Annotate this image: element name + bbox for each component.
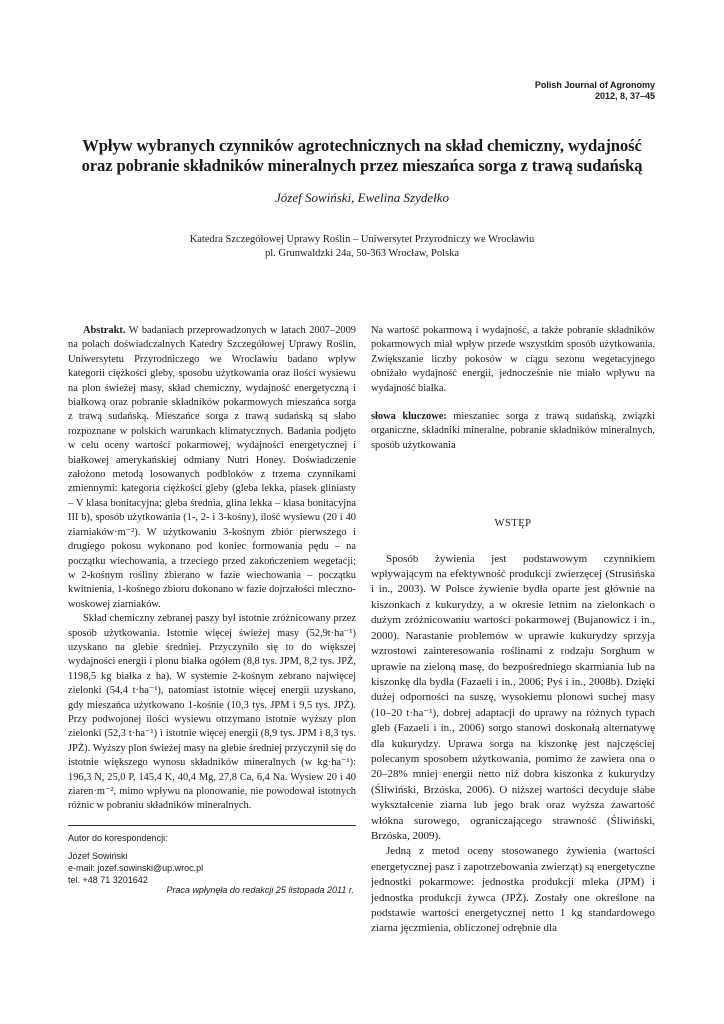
paper-title — [58, 136, 666, 176]
abstract-paragraph-3: Na wartość pokarmową i wydajność, a także pobranie składników pokarmowych miał wpływ przede wszystkim sposób użytkowania. Zwiększanie liczby pokosów w ciągu sezonu wegetacyjnego obniżało wydajność energii, jednocześnie nie miało wpływu na wydajność białka. — [371, 325, 655, 394]
left-column — [68, 324, 356, 814]
abstract-paragraph-2: Skład chemiczny zebranej paszy był istotnie zróżnicowany przez sposób użytkowania. Istotnie więcej świeżej masy (52,9t·ha⁻¹) uzyskano na glebie średniej. Przyczyniło się to do większej wydajności energii i plonu białka ogółem (8,8 tys. JPM, 8,2 tys. JPŻ, 1198,5 kg białka z ha). W systemie 2-kośnym zebrano najwięcej zielonki (54,4 t·ha⁻¹), natomiast istotnie więcej energii uzyskano, gdy mieszańca użytkowano 1-kośnie (10,3 tys. JPM i 9,5 tys. JPŻ). Przy podwojonej ilości wysiewu otrzymano istotnie wyższy plon zielonki (52,3 t·ha⁻¹) i istotnie więcej energii (8,9 tys. JPM i 8,3 tys. JPŻ). Wyższy plon świeżej masy na glebie średniej przyczynił się do istotnie większego wynosu składników mineralnych (w kg·ha⁻¹): 196,3 N, 25,0 P, 145,4 K, 40,4 Mg, 27,8 Ca, 6,4 Na. Wysiew 20 i 40 ziaren·m⁻², mimo wpływu na plonowanie, nie powodował istotnych różnic w pobraniu składników mineralnych. — [68, 613, 356, 812]
journal-citation: 2012, 8, 37–45 — [594, 91, 655, 101]
keywords — [371, 410, 655, 453]
correspondence-label: Autor do korespondencji: — [68, 833, 168, 843]
correspondence-email: e-mail: jozef.sowinski@up.wroc.pl — [68, 863, 204, 873]
affiliation-line-1: Katedra Szczegółowej Uprawy Roślin – Uniwersytet Przyrodniczy we Wrocławiu — [189, 234, 535, 245]
received-date: Praca wpłynęła do redakcji 25 listopada 2011 r. — [166, 885, 354, 895]
title-line-2: oraz pobranie składników mineralnych przez mieszańca sorga z trawą sudańską — [81, 156, 643, 175]
journal-name: Polish Journal of Agronomy — [534, 80, 655, 90]
correspondence-name: Józef Sowiński — [68, 851, 128, 861]
correspondence-block — [68, 832, 203, 886]
affiliation — [58, 233, 666, 261]
section-heading: WSTĘP — [494, 518, 532, 530]
abstract-label: Abstrakt. — [83, 325, 126, 336]
intro-paragraph-1: Sposób żywienia jest podstawowym czynnikiem wpływającym na efektywność produkcji zwierzęcej (Strusińska i in., 2003). W Polsce żywienie bydła oparte jest głównie na kiszonkach z kukurydzy, a w okresie letnim na zielonkach o dużym zróżnicowaniu wartości pokarmowej (Bujanowicz i in., 2000). Narastanie problemów w uprawie kukurydzy sprzyja wzrostowi zainteresowania roślinami z rodzaju Sorghum w uprawie na zieloną masę, do bezpośredniego skarmiania lub na kiszonkę dla bydła (Fazaeli i in., 2006; Pyś i in., 2008b). Dzięki dużej odporności na suszę, wysokiemu plonowi suchej masy (10–20 t·ha⁻¹), dobrej adaptacji do uprawy na różnych typach gleb (Fazaeli i in., 2006) sorgo stanowi doskonałą alternatywę dla kukurydzy. Uprawa sorga na kiszonkę jest najczęściej polecanym sposobem użytkowania, pomimo że zawiera ona o 20–28% mniej energii netto niż dobra kiszonka z kukurydzy (Śliwiński, Brzóska, 2006). O niższej wartości decyduje słabe wykształcenie ziarna lub jego brak oraz wyższa zawartość włókna surowego, ograniczającego strawność (Śliwiński, Brzóska, 2009). — [371, 552, 655, 842]
title-line-1: Wpływ wybranych czynników agrotechnicznych na skład chemiczny, wydajność — [82, 136, 642, 155]
authors: Józef Sowiński, Ewelina Szydełko — [274, 190, 450, 205]
abstract-paragraph-1 — [68, 324, 356, 612]
right-column — [371, 324, 655, 937]
abstract-text-1: W badaniach przeprowadzonych w latach 2007–2009 na polach doświadczalnych Katedry Szczegółowej Uprawy Roślin, Uniwersytetu Przyrodniczego we Wrocławiu badano wpływ kategorii ciężkości gleby, sposobu użytkowania oraz ilości wysiewu na plon świeżej masy, skład chemiczny, wydajność energetyczną i białkową oraz pobranie składników pokarmowych mieszańca sorga z trawą sudańską. Mieszańce sorga z trawą sudańską są słabo rozpoznane w polskich warunkach klimatycznych. Badania podjęto w celu oceny wartości pokarmowej, wydajności energetycznej i białkowej amerykańskiej odmiany Nutri Honey. Doświadczenie założono metodą losowanych podbloków z trzema czynnikami zmiennymi: kategoria ciężkości gleby (gleba lekka, piasek gliniasty – V klasa bonitacyjna; gleba średnia, glina lekka – klasa bonitacyjna III b), sposób użytkowania (1-, 2- i 3-kośny), ilość wysiewu (20 i 40 ziarniaków·m⁻²). W użytkowaniu 3-kośnym zbiór pierwszego i drugiego pokosu wykonano pod koniec formowania pędu – na początku wiechowania, a trzeciego przed zakończeniem wegetacji; w 2-kośnym rośliny zbierano w fazie wiechowania – początku kwitnienia, 1-kośnego zbioru dokonano w fazie dojrzałości mleczno-woskowej ziarniaków. — [68, 325, 356, 610]
correspondence-phone: tel. +48 71 3201642 — [68, 875, 148, 885]
keywords-text: mieszaniec sorga z trawą sudańską, związki organiczne, składniki mineralne, pobranie składników mineralnych, sposób użytkowania — [371, 411, 655, 451]
affiliation-line-2: pl. Grunwaldzki 24a, 50-363 Wrocław, Polska — [264, 248, 460, 259]
journal-header — [535, 80, 655, 102]
keywords-label: słowa kluczowe: — [371, 411, 447, 423]
footnote-divider — [68, 825, 356, 826]
intro-paragraph-2: Jedną z metod oceny stosowanego żywienia (wartości energetycznej pasz i zapotrzebowania zwierząt) są energetyczne jednostki pokarmowe: jednostka produkcji mleka (JPM) i jednostka produkcji żywca (JPŻ). Zostały one określone na podstawie wartości energetycznej netto 1 kg standardowego ziarna jęczmienia, obliczonej odrębnie dla — [371, 845, 655, 935]
